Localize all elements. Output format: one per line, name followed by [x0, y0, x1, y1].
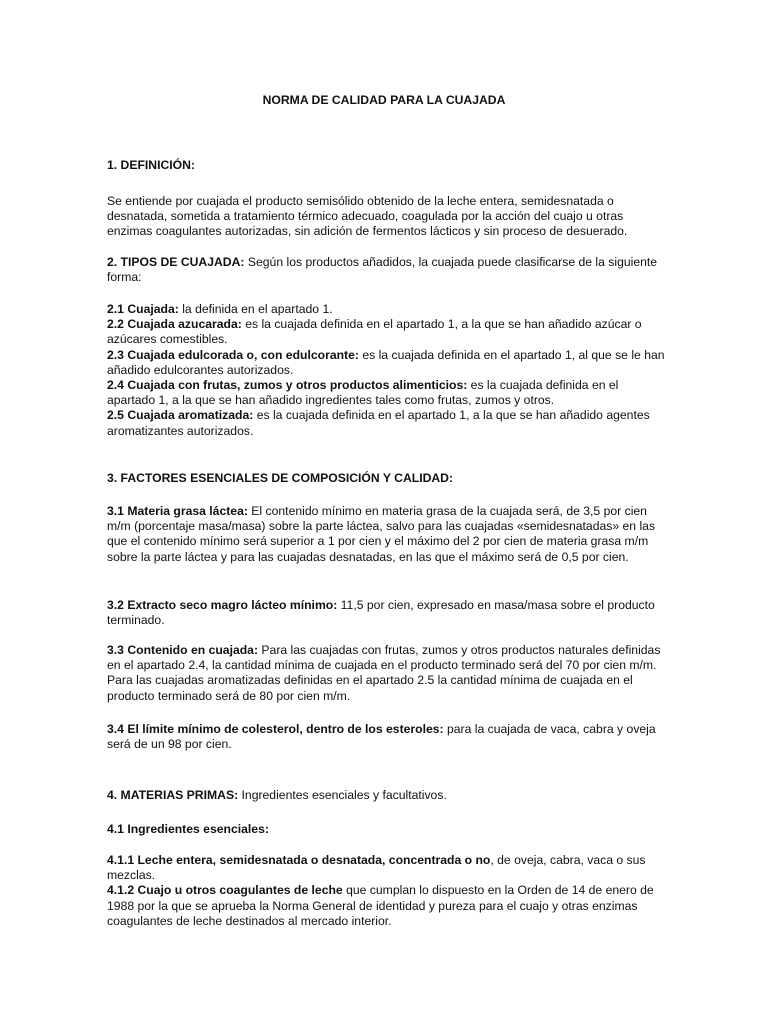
section-3-1 [107, 504, 667, 565]
list-item [107, 302, 667, 317]
item-text: que cumplan lo dispuesto en la Orden de 14 de enero de 1988 por la que se aprueba la Norma General de identidad y pureza para el cuajo y otras enzimas coagulantes de leche destinados al mercado interior. [107, 883, 654, 928]
document-title: NORMA DE CALIDAD PARA LA CUAJADA [262, 93, 506, 107]
item-label: 4.1.1 Leche entera, semidesnatada o desnatada, concentrada o no [107, 853, 491, 867]
section-3-heading: 3. FACTORES ESENCIALES DE COMPOSICIÓN Y CALIDAD: [107, 471, 454, 485]
item-text: Para las cuajadas con frutas, zumos y otros productos naturales definidas en el apartado 2.4, la cantidad mínima de cuajada en el producto terminado será del 70 por cien m/m. Para las cuajadas aromatizadas definidas en el apartado 2.5 la cantidad mínima de cuajada en el producto terminado será de 80 por cien m/m. [107, 643, 661, 703]
list-item [107, 853, 667, 883]
item-label: 3.4 El límite mínimo de colesterol, dentro de los esteroles: [107, 722, 444, 736]
section-1-heading: 1. DEFINICIÓN: [107, 158, 196, 172]
item-label: 2.4 Cuajada con frutas, zumos y otros productos alimenticios: [107, 378, 468, 393]
item-label: 2.3 Cuajada edulcorada o, con edulcorante: [107, 347, 359, 362]
section-4-text: Ingredientes esenciales y facultativos. [238, 788, 447, 802]
item-label: 3.3 Contenido en cuajada: [107, 643, 259, 657]
section-2-intro [107, 255, 667, 285]
section-3-2 [107, 598, 667, 628]
section-3-4 [107, 722, 667, 752]
item-text: El contenido mínimo en materia grasa de la cuajada será, de 3,5 por cien m/m (porcentaje masa/masa) sobre la parte láctea, salvo para las cuajadas «semidesnatadas» en las que el contenido mínimo será superior a 1 por cien y el máximo del 2 por cien de materia grasa m/m sobre la parte láctea y para las cuajadas desnatadas, en las que el máximo será de 0,5 por cien. [107, 504, 656, 564]
section-4-heading: 4. MATERIAS PRIMAS: [107, 788, 239, 802]
section-4-list [107, 853, 667, 929]
section-4-intro [107, 788, 667, 803]
item-label: 4.1.2 Cuajo u otros coagulantes de leche [107, 883, 343, 898]
section-2-text: Según los productos añadidos, la cuajada puede clasificarse de la siguiente forma: [107, 255, 658, 285]
item-text: es la cuajada definida en el apartado 1, al que se le han añadido edulcorantes autorizados. [107, 347, 665, 377]
item-label: 3.2 Extracto seco magro lácteo mínimo: [107, 598, 338, 612]
list-item [107, 317, 667, 347]
section-3-3 [107, 643, 667, 704]
item-text: es la cuajada definida en el apartado 1, a la que se han añadido ingredientes tales como frutas, zumos y otros. [107, 378, 619, 408]
section-2-list [107, 302, 667, 439]
section-2-heading: 2. TIPOS DE CUAJADA: [107, 255, 245, 269]
item-label: 2.2 Cuajada azucarada: [107, 317, 242, 332]
item-label: 3.1 Materia grasa láctea: [107, 504, 248, 518]
item-label: 2.1 Cuajada: [107, 302, 179, 316]
item-text: para la cuajada de vaca, cabra y oveja será de un 98 por cien. [107, 722, 656, 752]
list-item [107, 408, 667, 438]
item-text: es la cuajada definida en el apartado 1, a la que se han añadido agentes aromatizantes autorizados. [107, 408, 650, 438]
section-1-text: Se entiende por cuajada el producto semisólido obtenido de la leche entera, semidesnatada o desnatada, sometida a tratamiento térmico adecuado, coagulada por la acción del cuajo u otras enzimas coagulantes autorizadas, sin adición de fermentos lácticos y sin proceso de desuerado. [107, 194, 628, 239]
item-text: la definida en el apartado 1. [178, 302, 333, 316]
list-item [107, 348, 667, 378]
item-text: , de oveja, cabra, vaca o sus mezclas. [107, 853, 646, 883]
section-4-1-heading: 4.1 Ingredientes esenciales: [107, 822, 269, 836]
item-text: 11,5 por cien, expresado en masa/masa sobre el producto terminado. [107, 598, 655, 628]
list-item [107, 378, 667, 408]
item-label: 2.5 Cuajada aromatizada: [107, 408, 254, 423]
list-item [107, 883, 667, 929]
item-text: es la cuajada definida en el apartado 1, a la que se han añadido azúcar o azúcares comestibles. [107, 317, 642, 347]
